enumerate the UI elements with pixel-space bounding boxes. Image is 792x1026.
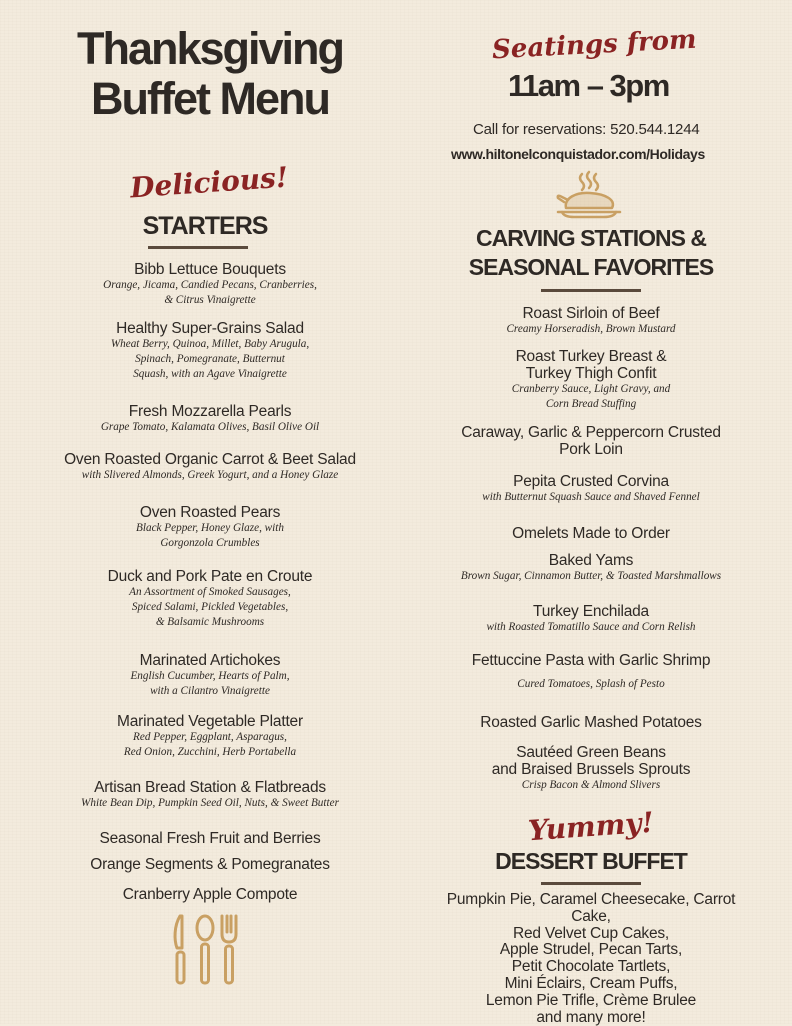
carving-item: Roast Turkey Breast & Turkey Thigh Confit Cranberry Sauce, Light Gravy, and Corn Bread Stuffing bbox=[511, 348, 671, 410]
starter-item: Orange Segments & Pomegranates bbox=[90, 856, 330, 873]
left-column bbox=[40, 0, 380, 1024]
dessert-list: Pumpkin Pie, Caramel Cheesecake, Carrot Cake, Red Velvet Cup Cakes, Apple Strudel, Pecan Tarts, Petit Chocolate Tartlets, Mini Éclairs, Cream Puffs, Lemon Pie Trifle, Crème Brulee and many more! bbox=[446, 891, 736, 1026]
carving-item-desc: Cured Tomatoes, Splash of Pesto bbox=[517, 678, 665, 690]
roast-turkey-icon bbox=[554, 170, 624, 220]
starter-item: Marinated Artichokes English Cucumber, Hearts of Palm, with a Cilantro Vinaigrette bbox=[130, 652, 290, 697]
starter-item: Healthy Super-Grains Salad Wheat Berry, Quinoa, Millet, Baby Arugula, Spinach, Pomegranate, Butternut Squash, with an Agave Vinaigrette bbox=[110, 320, 310, 380]
carving-item: Sautéed Green Beans and Braised Brussels Sprouts Crisp Bacon & Almond Slivers bbox=[491, 744, 691, 791]
carving-item: Roast Sirloin of Beef Creamy Horseradish, Brown Mustard bbox=[506, 305, 676, 335]
starter-item: Bibb Lettuce Bouquets Orange, Jicama, Candied Pecans, Cranberries, & Citrus Vinaigrette bbox=[103, 261, 317, 306]
starter-item: Oven Roasted Pears Black Pepper, Honey Glaze, with Gorgonzola Crumbles bbox=[136, 504, 284, 549]
dessert-heading: DESSERT BUFFET bbox=[495, 848, 687, 874]
right-column bbox=[430, 0, 752, 1024]
carving-item: Baked Yams Brown Sugar, Cinnamon Butter, & Toasted Marshmallows bbox=[460, 552, 722, 582]
starter-item: Duck and Pork Pate en Croute An Assortment of Smoked Sausages, Spiced Salami, Pickled Vegetables, & Balsamic Mushrooms bbox=[107, 568, 313, 628]
delicious-script: Delicious! bbox=[129, 160, 290, 205]
starter-item: Marinated Vegetable Platter Red Pepper, Eggplant, Asparagus, Red Onion, Zucchini, Herb Portabella bbox=[117, 713, 303, 758]
starter-item: Seasonal Fresh Fruit and Berries bbox=[99, 830, 321, 847]
carving-item: Caraway, Garlic & Peppercorn Crusted Pork Loin bbox=[461, 424, 721, 458]
dessert-rule bbox=[541, 882, 641, 885]
seatings-script: Seatings from bbox=[491, 24, 698, 66]
carving-item: Roasted Garlic Mashed Potatoes bbox=[480, 714, 702, 731]
starter-item: Oven Roasted Organic Carrot & Beet Salad with Slivered Almonds, Greek Yogurt, and a Honey Glaze bbox=[64, 451, 356, 481]
page-title: Thanksgiving Buffet Menu bbox=[76, 23, 344, 124]
carving-rule bbox=[541, 289, 641, 292]
carving-item: Omelets Made to Order bbox=[512, 525, 670, 542]
starters-heading: STARTERS bbox=[142, 212, 268, 240]
carving-heading: CARVING STATIONS & SEASONAL FAVORITES bbox=[468, 225, 714, 280]
reservations-phone: Call for reservations: 520.544.1244 bbox=[473, 121, 700, 138]
carving-item: Turkey Enchilada with Roasted Tomatillo Sauce and Corn Relish bbox=[486, 603, 696, 633]
starter-item: Fresh Mozzarella Pearls Grape Tomato, Kalamata Olives, Basil Olive Oil bbox=[100, 403, 320, 433]
seating-time: 11am – 3pm bbox=[508, 68, 669, 103]
starter-item: Artisan Bread Station & Flatbreads White Bean Dip, Pumpkin Seed Oil, Nuts, & Sweet Butter bbox=[81, 779, 339, 809]
carving-item: Pepita Crusted Corvina with Butternut Squash Sauce and Shaved Fennel bbox=[482, 473, 700, 503]
starter-item: Cranberry Apple Compote bbox=[122, 886, 298, 903]
carving-item: Fettuccine Pasta with Garlic Shrimp bbox=[471, 652, 711, 669]
utensils-icon bbox=[170, 912, 240, 987]
starters-rule bbox=[148, 246, 248, 249]
yummy-script: Yummy! bbox=[527, 805, 655, 848]
website-link[interactable]: www.hiltonelconquistador.com/Holidays bbox=[451, 146, 705, 162]
